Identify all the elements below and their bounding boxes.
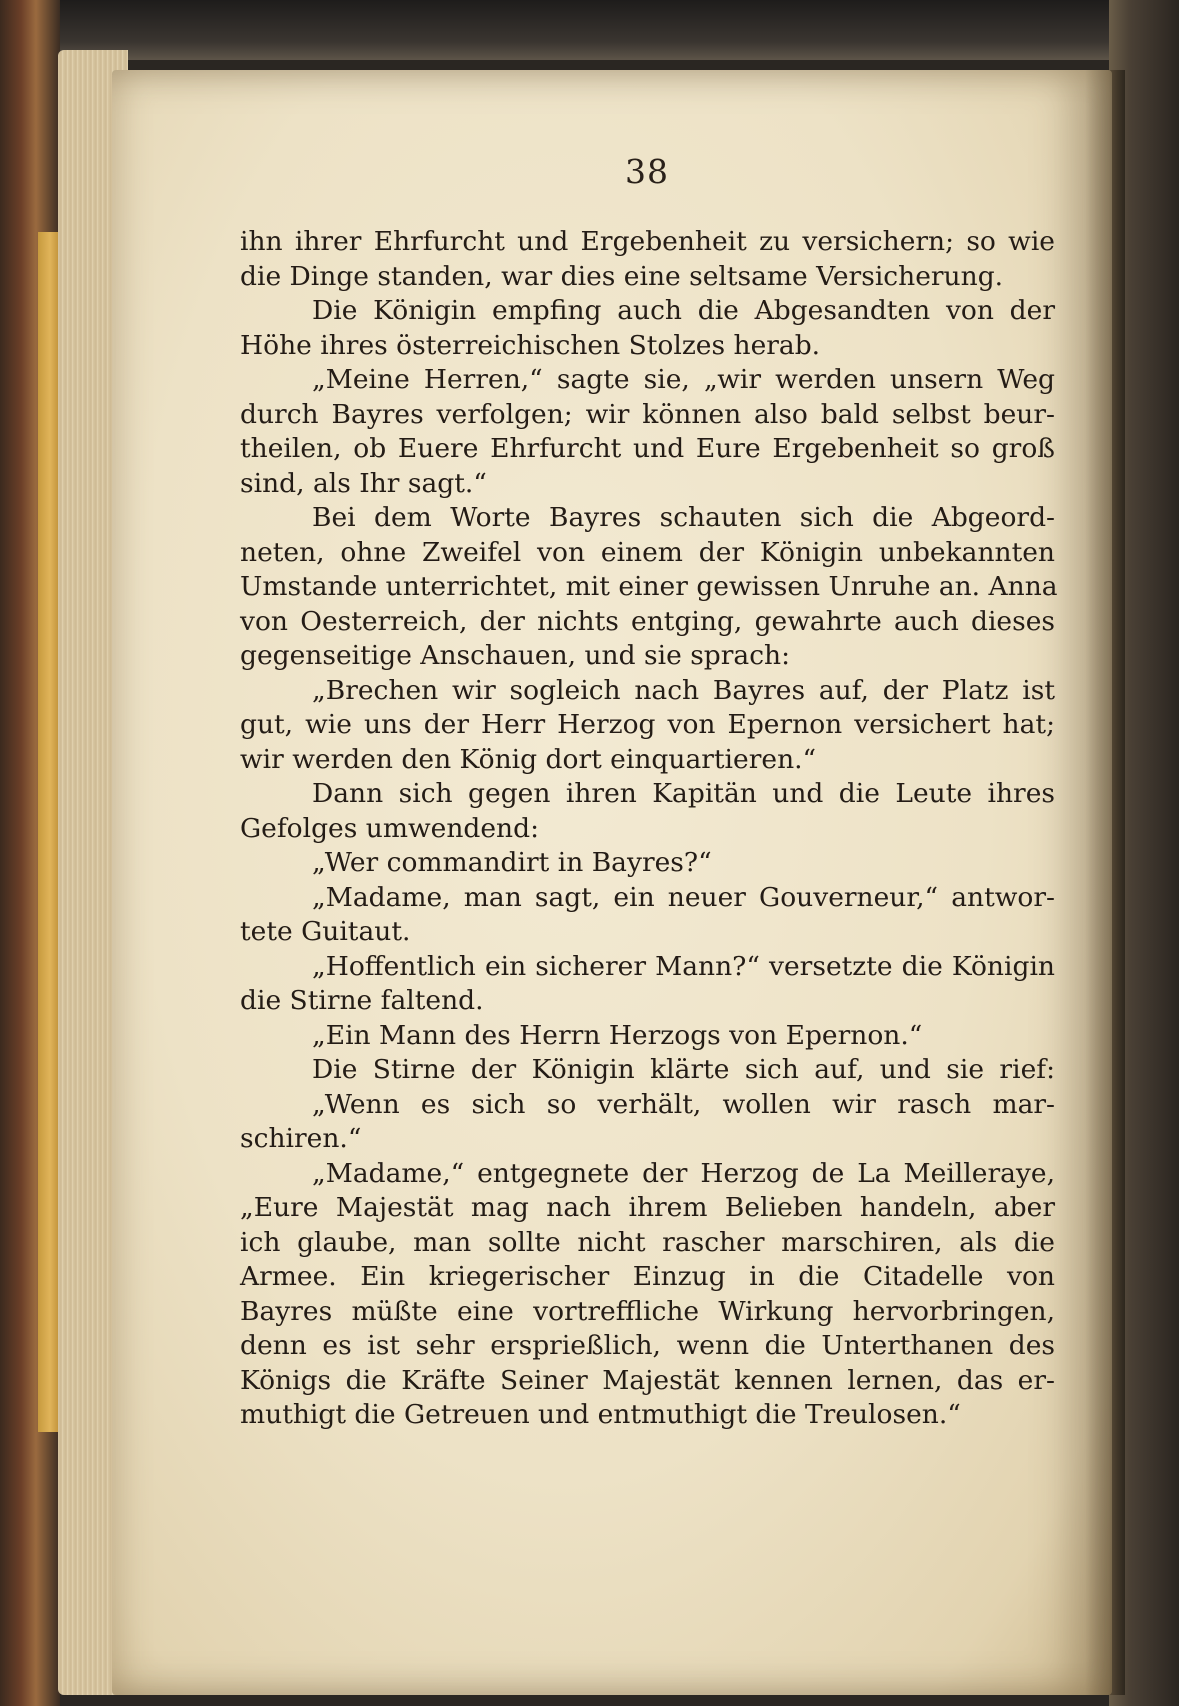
text-line: tete Guitaut. — [240, 916, 411, 947]
text-line: ich glaube, man sollte nicht rascher marschiren, als die — [240, 1226, 1055, 1258]
text-line: neten, ohne Zweifel von einem der Königin unbekannten — [240, 536, 1055, 568]
text-line: „Meine Herren,“ sagte sie, „wir werden unsern Weg — [312, 364, 1055, 395]
text-line: wir werden den König dort einquartieren.“ — [240, 743, 817, 775]
text-line: Bei dem Worte Bayres schauten sich die Abgeord- — [312, 502, 1055, 533]
text-line: „Hoffentlich ein sicherer Mann?“ versetzte die Königin — [312, 950, 1055, 982]
text-line: gut, wie uns der Herr Herzog von Epernon versichert hat; — [240, 709, 1055, 740]
text-line: sind, als Ihr sagt.“ — [240, 467, 487, 499]
book-cover-top — [0, 0, 1179, 60]
page-text — [240, 225, 1058, 1433]
text-line: denn es ist sehr ersprießlich, wenn die Unterthanen des — [240, 1330, 1055, 1361]
text-line: „Ein Mann des Herrn Herzogs von Epernon.“ — [312, 1019, 923, 1051]
text-line: muthigt die Getreuen und entmuthigt die Treulosen.“ — [240, 1399, 961, 1430]
text-line: Armee. Ein kriegerischer Einzug in die Citadelle von — [240, 1261, 1055, 1292]
text-line: Dann sich gegen ihren Kapitän und die Leute ihres — [312, 778, 1055, 809]
text-line: die Stirne faltend. — [240, 985, 484, 1016]
text-line: theilen, ob Euere Ehrfurcht und Eure Ergebenheit so groß — [240, 433, 1055, 464]
text-line: Höhe ihres österreichischen Stolzes herab. — [240, 329, 821, 361]
text-line: Gefolges umwendend: — [240, 812, 539, 844]
text-line: „Brechen wir sogleich nach Bayres auf, der Platz ist — [312, 674, 1055, 706]
text-line: Die Königin empfing auch die Abgesandten von der — [312, 295, 1055, 326]
text-line: von Oesterreich, der nichts entging, gewahrte auch dieses — [240, 605, 1055, 637]
text-line: „Wer commandirt in Bayres?“ — [312, 847, 712, 878]
text-line: Bayres müßte eine vortreffliche Wirkung hervorbringen, — [240, 1295, 1055, 1327]
text-line: Die Stirne der Königin klärte sich auf, und sie rief: — [312, 1054, 1055, 1085]
text-line: Königs die Kräfte Seiner Majestät kennen lernen, das er- — [240, 1364, 1055, 1396]
page-gutter-shadow — [1085, 70, 1125, 1695]
text-line: „Wenn es sich so verhält, wollen wir rasch mar- — [312, 1088, 1055, 1120]
text-line: Umstande unterrichtet, mit einer gewissen Unruhe an. Anna — [240, 571, 1058, 602]
page-number: 38 — [625, 152, 669, 191]
text-line: „Madame,“ entgegnete der Herzog de La Meilleraye, — [312, 1157, 1055, 1189]
text-line: schiren.“ — [240, 1123, 362, 1154]
text-line: „Eure Majestät mag nach ihrem Belieben handeln, aber — [240, 1192, 1055, 1223]
text-line: die Dinge standen, war dies eine seltsame Versicherung. — [240, 260, 1004, 292]
text-line: gegenseitige Anschauen, und sie sprach: — [240, 640, 791, 671]
text-line: ihn ihrer Ehrfurcht und Ergebenheit zu versichern; so wie — [240, 226, 1055, 257]
text-line: durch Bayres verfolgen; wir können also bald selbst beur- — [240, 398, 1055, 430]
text-line: „Madame, man sagt, ein neuer Gouverneur,“ antwor- — [312, 881, 1055, 913]
